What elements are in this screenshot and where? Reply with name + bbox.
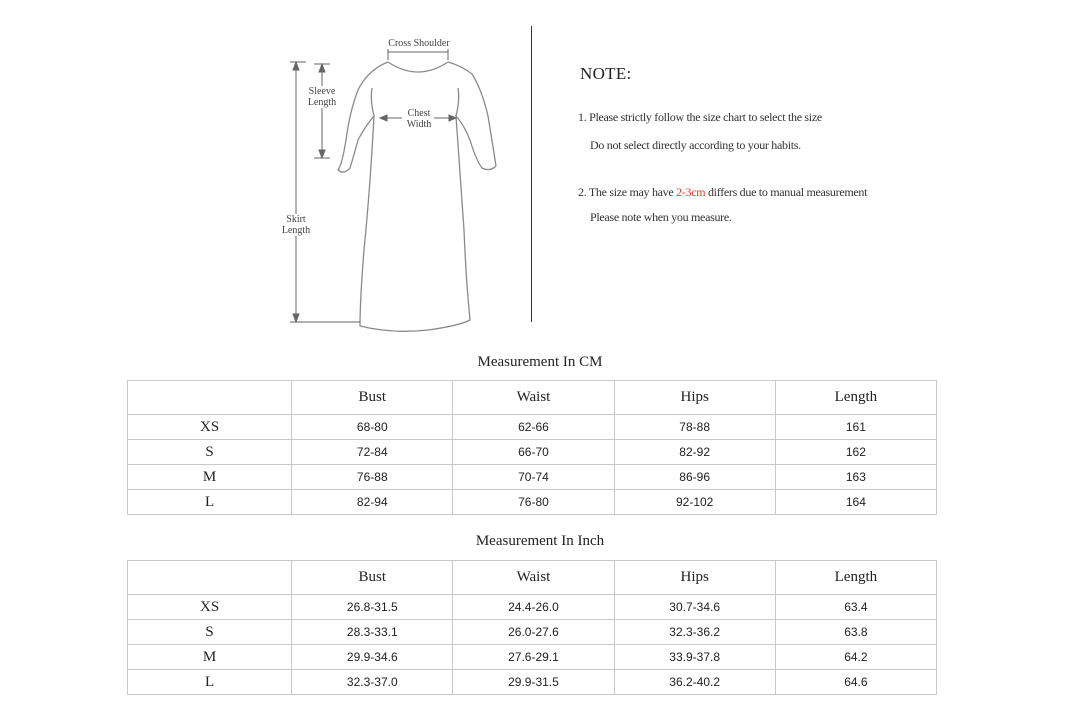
header-cell [128,381,292,415]
table-cell: 68-80 [292,415,453,440]
table-cell: 161 [775,415,936,440]
size-cell: M [128,645,292,670]
table-cell: 36.2-40.2 [614,670,775,695]
note-item-2-suffix: differs due to manual measurement [705,185,868,199]
table-cell: 70-74 [453,465,614,490]
dress-outline-icon [270,30,520,340]
chest-width-label: Chest Width [406,108,432,130]
note-item-2-prefix: 2. The size may have [578,185,677,199]
table-header-row [128,381,937,415]
size-cell: L [128,670,292,695]
table-cell: 64.6 [775,670,936,695]
table-cell: 62-66 [453,415,614,440]
note-item-1-detail: Do not select directly according to your habits. [590,138,801,152]
table-cell: 66-70 [453,440,614,465]
note-item-1: 1. Please strictly follow the size chart to select the size [578,110,822,124]
inch-size-table [127,560,937,695]
table-cell: 82-92 [614,440,775,465]
table-cell: 163 [775,465,936,490]
table-cell: 92-102 [614,490,775,515]
table-row [128,670,937,695]
size-cell: S [128,440,292,465]
table-cell: 86-96 [614,465,775,490]
table-row [128,645,937,670]
vertical-divider [531,26,532,322]
cm-table-title: Measurement In CM [477,354,603,370]
table-cell: 26.0-27.6 [453,620,614,645]
size-cell: L [128,490,292,515]
header-cell: Bust [292,561,453,595]
header-cell: Waist [453,561,614,595]
table-cell: 32.3-37.0 [292,670,453,695]
header-cell: Length [775,561,936,595]
table-header-row [128,561,937,595]
inch-table-title: Measurement In Inch [475,533,605,549]
header-cell: Hips [614,381,775,415]
table-cell: 162 [775,440,936,465]
table-cell: 63.4 [775,595,936,620]
header-cell: Hips [614,561,775,595]
table-cell: 33.9-37.8 [614,645,775,670]
table-cell: 78-88 [614,415,775,440]
table-cell: 64.2 [775,645,936,670]
table-cell: 63.8 [775,620,936,645]
header-cell: Length [775,381,936,415]
note-item-2 [578,185,1038,199]
size-cell: M [128,465,292,490]
table-cell: 76-88 [292,465,453,490]
size-cell: S [128,620,292,645]
note-title: NOTE: [580,64,632,83]
table-cell: 164 [775,490,936,515]
skirt-length-label: Skirt Length [276,214,316,236]
header-cell [128,561,292,595]
table-row [128,465,937,490]
table-cell: 72-84 [292,440,453,465]
cm-size-table [127,380,937,515]
table-cell: 29.9-34.6 [292,645,453,670]
size-cell: XS [128,595,292,620]
table-cell: 82-94 [292,490,453,515]
table-cell: 24.4-26.0 [453,595,614,620]
table-row [128,440,937,465]
table-row [128,620,937,645]
table-cell: 27.6-29.1 [453,645,614,670]
cross-shoulder-label: Cross Shoulder [384,38,454,49]
table-cell: 29.9-31.5 [453,670,614,695]
header-cell: Bust [292,381,453,415]
table-row [128,415,937,440]
table-cell: 32.3-36.2 [614,620,775,645]
note-item-2-highlight: 2-3cm [676,185,706,199]
table-cell: 30.7-34.6 [614,595,775,620]
note-item-2-detail: Please note when you measure. [590,210,732,224]
size-note [578,64,1038,224]
dress-measurement-diagram [270,30,520,340]
sleeve-length-label: Sleeve Length [302,86,342,108]
table-row [128,490,937,515]
table-cell: 28.3-33.1 [292,620,453,645]
table-cell: 76-80 [453,490,614,515]
size-cell: XS [128,415,292,440]
table-row [128,595,937,620]
header-cell: Waist [453,381,614,415]
table-cell: 26.8-31.5 [292,595,453,620]
